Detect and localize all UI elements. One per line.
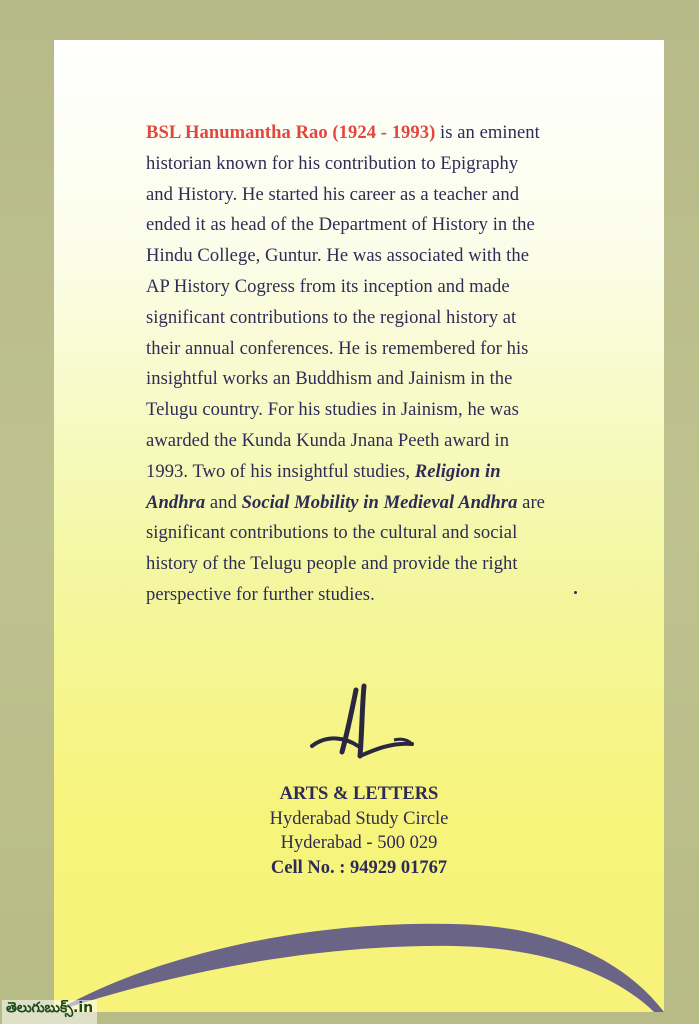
author-name: BSL Hanumantha Rao (1924 - 1993) xyxy=(146,122,436,143)
book-title-social-mobility: Social Mobility in Medieval Andhra xyxy=(241,491,518,513)
bio-text: and xyxy=(205,491,242,513)
bio-line-8: their annual conferences. He is remembered for his xyxy=(146,337,529,359)
bio-line-11: awarded the Kunda Kunda Jnana Peeth award in xyxy=(146,429,510,451)
publisher-name: ARTS & LETTERS xyxy=(279,784,439,804)
publisher-address: Hyderabad - 500 029 xyxy=(280,833,438,853)
bio-line-4: ended it as head of the Department of History in the xyxy=(146,214,535,236)
bio-line-16: perspective for further studies. xyxy=(146,583,375,605)
bio-line-3: and History. He started his career as a teacher and xyxy=(146,183,520,205)
bio-line-12 xyxy=(146,457,632,488)
publisher-org: Hyderabad Study Circle xyxy=(269,808,449,829)
book-title-religion: Religion in xyxy=(414,460,501,482)
bio-line-1 xyxy=(146,118,632,149)
bio-text: are xyxy=(517,491,545,513)
bio-line-10: Telugu country. For his studies in Jainism, he was xyxy=(146,399,519,421)
decorative-swoosh xyxy=(54,900,664,1012)
author-biography xyxy=(146,118,632,611)
bio-line-15: history of the Telugu people and provide the right xyxy=(146,553,518,575)
stray-dot xyxy=(574,591,577,594)
bio-line-5: Hindu College, Guntur. He was associated with the xyxy=(146,245,530,267)
content-panel xyxy=(54,40,664,1012)
book-title-religion-cont: Andhra xyxy=(146,491,206,513)
publisher-phone: Cell No. : 94929 01767 xyxy=(270,857,448,878)
bio-line-14: significant contributions to the cultural and social xyxy=(146,522,518,544)
bio-line-6: AP History Cogress from its inception and made xyxy=(146,275,510,297)
watermark-logo: తెలుగుబుక్స్.in xyxy=(2,1000,97,1024)
bio-line-2: historian known for his contribution to Epigraphy xyxy=(146,152,519,174)
bio-text: is an eminent xyxy=(435,122,540,143)
bio-line-7: significant contributions to the regional history at xyxy=(146,306,517,328)
publisher-block xyxy=(54,782,664,880)
bio-line-9: insightful works an Buddhism and Jainism in the xyxy=(146,368,513,390)
arts-and-letters-logo-icon xyxy=(298,680,418,770)
bio-text: 1993. Two of his insightful studies, xyxy=(146,460,415,482)
bio-line-13 xyxy=(146,488,632,519)
